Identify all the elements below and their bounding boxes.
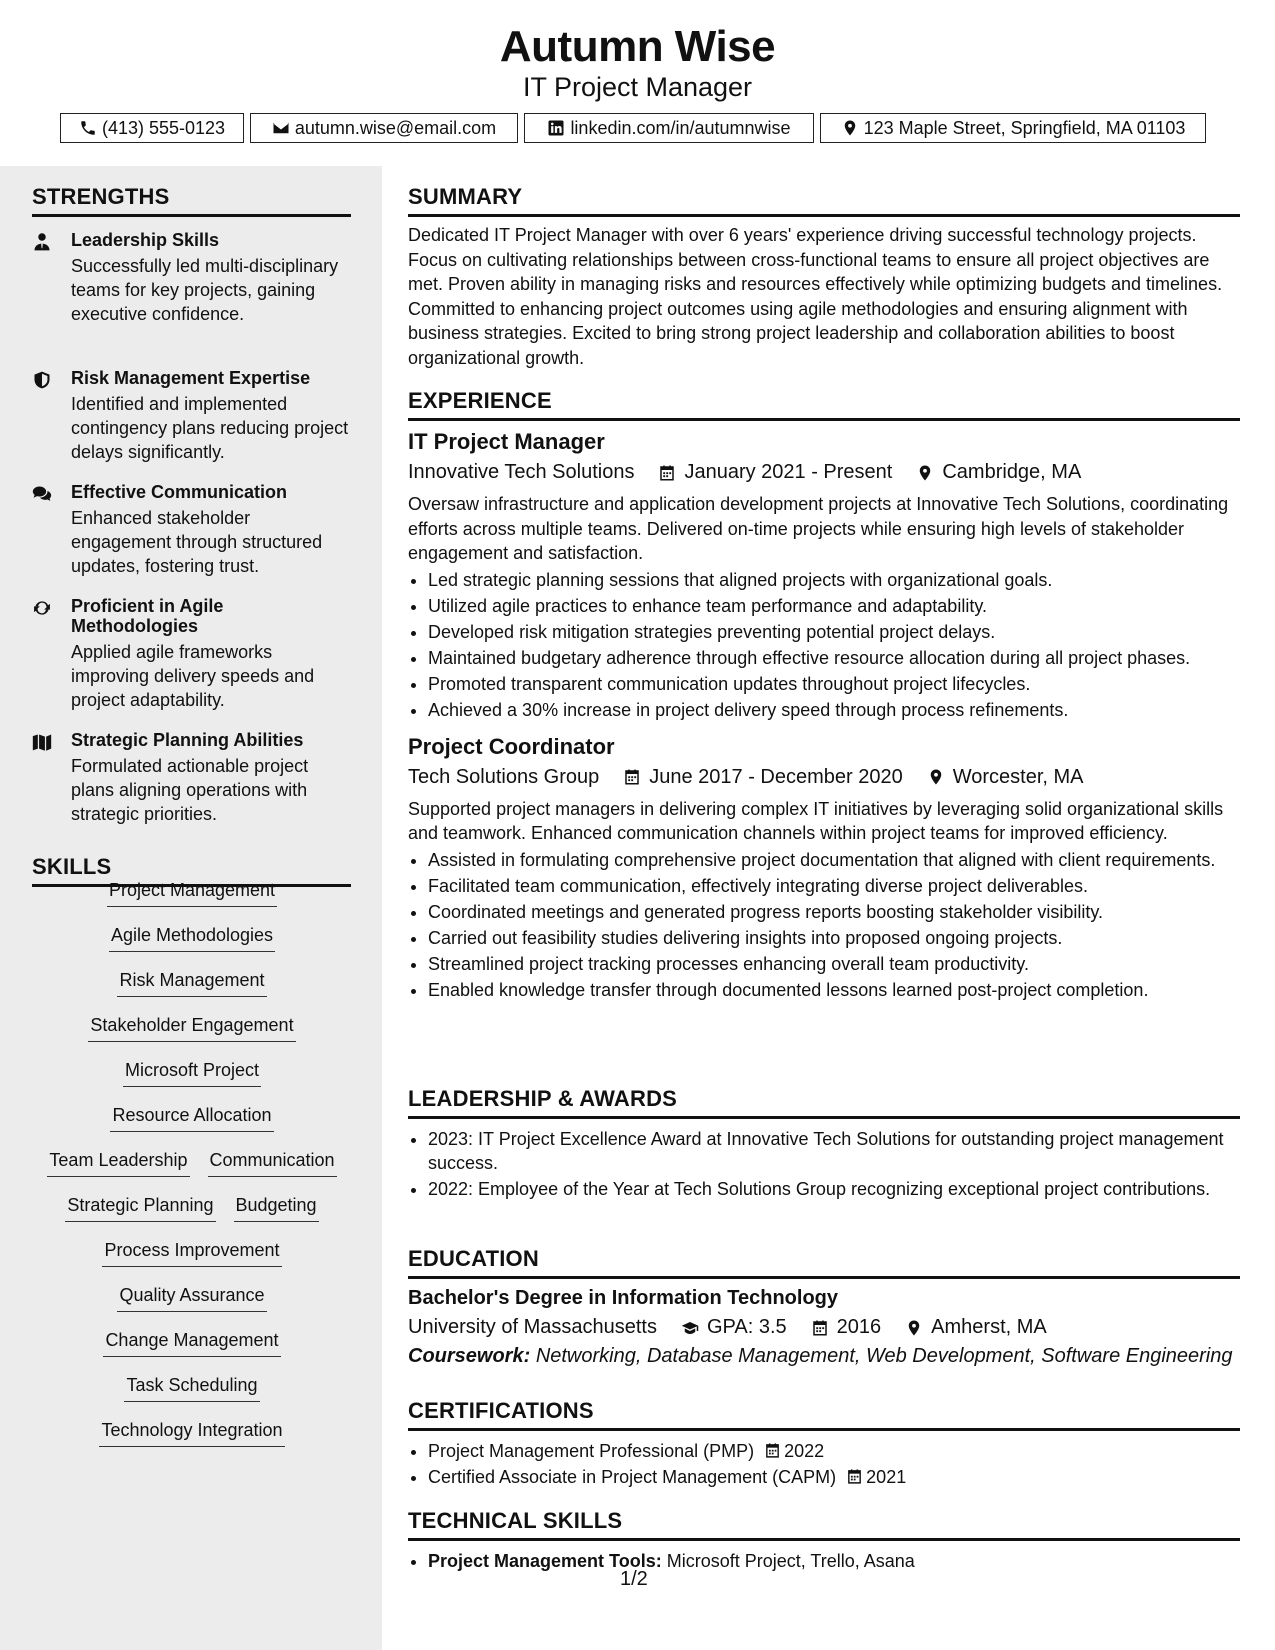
strength-title: Leadership Skills — [71, 230, 220, 250]
list-item: • Developed risk mitigation strategies preventing potential project delays. — [428, 620, 1240, 644]
list-item: • Facilitated team communication, effectively integrating diverse project deliverables. — [428, 874, 1240, 898]
summary-text: Dedicated IT Project Manager with over 6 years' experience driving successful technology projects. Focus on cultivating relationships between cross-functional teams to ensure all project objectives are met. Proven ability in managing risks and resources effectively while optimizing budgets and timelines. Committed to enhancing project outcomes using agile methodologies and ensuring alignment with business strategies. Excited to bring strong project leadership and collaboration abilities to boost organizational growth. — [408, 225, 1223, 368]
skill-tag: Microsoft Project — [123, 1058, 261, 1087]
skill-tag: Team Leadership — [47, 1148, 189, 1177]
strength-desc: Applied agile frameworks improving delivery speeds and project adaptability. — [71, 642, 315, 710]
strength-title: Risk Management Expertise — [71, 368, 311, 388]
skill-tag: Agile Methodologies — [109, 923, 275, 952]
list-item: • Utilized agile practices to enhance team performance and adaptability. — [428, 594, 1240, 618]
skill-tag: Strategic Planning — [65, 1193, 215, 1222]
list-item: • Streamlined project tracking processes enhancing overall team productivity. — [428, 952, 1240, 976]
strength-title: Effective Communication — [71, 482, 288, 502]
cert-name: Project Management Professional (PMP) — [428, 1441, 755, 1461]
user-tie-icon — [32, 232, 52, 252]
awards-section — [408, 1086, 1240, 1203]
map-pin-icon — [841, 119, 859, 137]
skill-tag: Task Scheduling — [124, 1373, 259, 1402]
candidate-title: IT Project Manager — [522, 72, 753, 102]
list-item: • Led strategic planning sessions that aligned projects with organizational goals. — [428, 568, 1240, 592]
certifications-list — [408, 1439, 1240, 1489]
skills-heading: SKILLS — [32, 854, 351, 887]
experience-section — [408, 388, 1240, 1004]
map-pin-icon — [927, 768, 945, 786]
certifications-section — [408, 1398, 1240, 1491]
education-location: Amherst, MA — [931, 1316, 1047, 1338]
gpa: GPA: 3.5 — [706, 1316, 787, 1338]
job-entry — [408, 734, 1240, 1002]
job-dates: January 2021 - Present — [684, 461, 893, 483]
education-section — [408, 1246, 1240, 1368]
strength-item — [32, 230, 352, 326]
linkedin-icon — [547, 119, 565, 137]
map-icon — [32, 732, 52, 752]
summary-heading: SUMMARY — [408, 184, 1240, 217]
calendar-icon — [658, 464, 676, 482]
job-title: IT Project Manager — [408, 429, 605, 454]
skill-tag: Stakeholder Engagement — [88, 1013, 295, 1042]
skill-tag: Process Improvement — [102, 1238, 281, 1267]
skill-tag: Communication — [208, 1148, 337, 1177]
coursework-list: Networking, Database Management, Web Development, Software Engineering — [535, 1345, 1233, 1367]
job-meta — [408, 461, 1240, 484]
job-description: Oversaw infrastructure and application development projects at Innovative Tech Solutions, coordinating efforts across multiple teams. Delivered on-time projects while ensuring high levels of stakeholder engagement and satisfaction. — [408, 494, 1229, 563]
certifications-heading: CERTIFICATIONS — [408, 1398, 1240, 1431]
job-location: Cambridge, MA — [942, 461, 1082, 483]
list-item: • Achieved a 30% increase in project delivery speed through process refinements. — [428, 698, 1240, 722]
list-item: • 2023: IT Project Excellence Award at Innovative Tech Solutions for outstanding project management success. — [428, 1127, 1240, 1175]
list-item: • 2022: Employee of the Year at Tech Solutions Group recognizing exceptional project contributions. — [428, 1177, 1240, 1201]
school: University of Massachusetts — [408, 1316, 657, 1338]
list-item: • Promoted transparent communication updates throughout project lifecycles. — [428, 672, 1240, 696]
strength-item — [32, 368, 352, 464]
skill-tag: Technology Integration — [99, 1418, 284, 1447]
tech-value: Microsoft Project, Trello, Asana — [666, 1551, 915, 1571]
skill-tag: Quality Assurance — [117, 1283, 266, 1312]
job-meta — [408, 766, 1240, 789]
list-item: • Maintained budgetary adherence through effective resource allocation during all project phases. — [428, 646, 1240, 670]
cert-year: 2022 — [784, 1441, 825, 1461]
skill-tag: Budgeting — [234, 1193, 319, 1222]
skill-tag: Project Management — [107, 878, 277, 907]
strength-desc: Formulated actionable project plans aligning operations with strategic priorities. — [71, 756, 309, 824]
awards-heading: LEADERSHIP & AWARDS — [408, 1086, 1240, 1119]
calendar-icon — [846, 1468, 863, 1485]
education-heading: EDUCATION — [408, 1246, 1240, 1279]
sync-icon — [32, 598, 52, 618]
job-entry — [408, 429, 1240, 722]
list-item: • Assisted in formulating comprehensive project documentation that aligned with client requirements. — [428, 848, 1240, 872]
strength-desc: Identified and implemented contingency plans reducing project delays significantly. — [71, 394, 349, 462]
job-company: Innovative Tech Solutions — [408, 461, 635, 483]
skill-tag: Risk Management — [117, 968, 266, 997]
technical-skills-heading: TECHNICAL SKILLS — [408, 1508, 1240, 1541]
job-description: Supported project managers in delivering complex IT initiatives by leveraging solid organizational skills and teamwork. Enhanced communication channels within project teams for improved efficiency. — [408, 798, 1224, 843]
skill-tag: Change Management — [103, 1328, 280, 1357]
shield-icon — [32, 370, 52, 390]
strength-desc: Successfully led multi-disciplinary teams for key projects, gaining executive confidence. — [71, 256, 339, 324]
contact-phone: (413) 555-0123 — [60, 113, 244, 143]
summary-section — [408, 184, 1240, 370]
degree: Bachelor's Degree in Information Technology — [408, 1287, 839, 1309]
resume-header — [0, 0, 1275, 160]
sidebar — [0, 166, 382, 1650]
contact-address: 123 Maple Street, Springfield, MA 01103 — [820, 113, 1206, 143]
page-number: 1/2 — [620, 1568, 648, 1590]
job-company: Tech Solutions Group — [408, 765, 600, 788]
strength-title: Strategic Planning Abilities — [71, 730, 304, 750]
map-pin-icon — [905, 1319, 923, 1337]
envelope-icon — [272, 119, 290, 137]
skill-tag: Resource Allocation — [110, 1103, 273, 1132]
list-item: • Enabled knowledge transfer through documented lessons learned post-project completion. — [428, 978, 1240, 1002]
contact-email[interactable]: autumn.wise@email.com — [250, 113, 518, 143]
list-item — [428, 1549, 1240, 1573]
education-meta — [408, 1316, 1240, 1339]
list-item: • Coordinated meetings and generated progress reports boosting stakeholder visibility. — [428, 900, 1240, 924]
strengths-heading: STRENGTHS — [32, 184, 351, 217]
awards-list — [408, 1127, 1240, 1201]
job-title: Project Coordinator — [408, 733, 615, 759]
coursework-label: Coursework: — [408, 1345, 531, 1367]
strength-desc: Enhanced stakeholder engagement through structured updates, fostering trust. — [71, 508, 323, 576]
phone-icon — [79, 119, 97, 137]
comments-icon — [32, 484, 52, 504]
strength-item — [32, 482, 352, 578]
graduation-cap-icon — [681, 1319, 699, 1337]
technical-skills-list — [408, 1549, 1240, 1573]
job-bullets — [408, 568, 1240, 722]
strength-title: Proficient in Agile Methodologies — [71, 596, 224, 636]
calendar-icon — [811, 1319, 829, 1337]
cert-year: 2021 — [866, 1467, 907, 1487]
contact-linkedin[interactable]: linkedin.com/in/autumnwise — [524, 113, 814, 143]
map-pin-icon — [916, 464, 934, 482]
candidate-name: Autumn Wise — [499, 22, 776, 71]
list-item — [428, 1465, 1240, 1489]
job-dates: June 2017 - December 2020 — [649, 765, 903, 788]
calendar-icon — [764, 1442, 781, 1459]
graduation-year: 2016 — [836, 1316, 882, 1338]
list-item — [428, 1439, 1240, 1463]
list-item: • Carried out feasibility studies delivering insights into proposed ongoing projects. — [428, 926, 1240, 950]
experience-heading: EXPERIENCE — [408, 388, 1240, 421]
calendar-icon — [623, 768, 641, 786]
skills-list — [32, 878, 352, 1463]
tech-label: Project Management Tools: — [428, 1551, 662, 1571]
strength-item — [32, 730, 352, 826]
job-bullets — [408, 848, 1240, 1002]
technical-skills-section — [408, 1508, 1240, 1575]
strength-item — [32, 596, 352, 712]
coursework — [408, 1345, 1240, 1368]
job-location: Worcester, MA — [952, 765, 1084, 788]
cert-name: Certified Associate in Project Management (CAPM) — [428, 1467, 837, 1487]
